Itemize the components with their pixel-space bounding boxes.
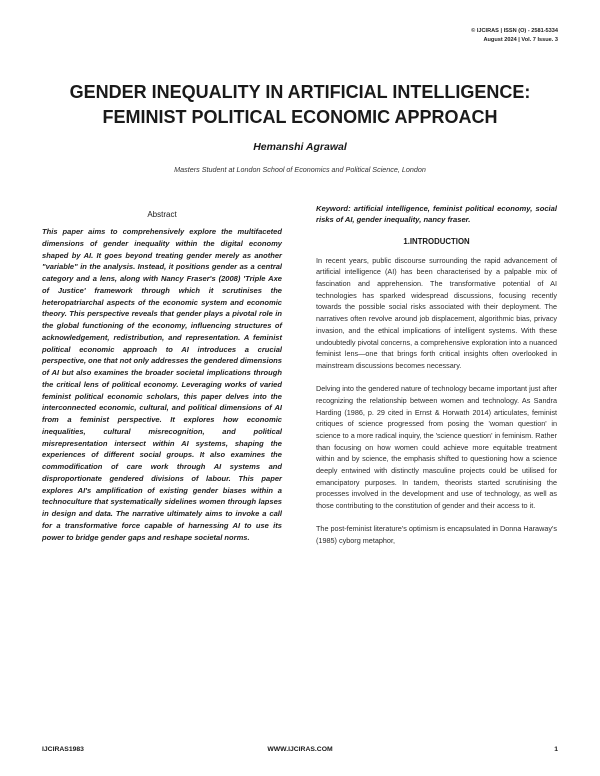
left-column xyxy=(42,210,282,543)
page-number: 1 xyxy=(554,746,558,753)
journal-issue: August 2024 | Vol. 7 Issue. 3 xyxy=(483,37,558,43)
abstract-heading: Abstract xyxy=(147,210,177,219)
abstract-text: This paper aims to comprehensively explore the multifaceted dimensions of gender inequality within the digital economy shaped by AI. It goes beyond treating gender merely as another "variable" in the analysis. Instead, it positions gender as a central category and a lens, along with Nancy Fraser's (2008) 'Triple Axe of Justice' framework through which it scrutinises the heteropatriarchal aspects of the economic system and economic theory. This perspective reveals that gender plays a pivotal role in the global functioning of the economy, influencing structures of acknowledgement, redistribution, and representation. A feminist political economic approach to AI introduces a crucial perspective, one that not only addresses the gendered dimensions of AI but also examines the broader societal implications through the critical lens of political economy. Leveraging works of varied feminist political economic scholars, this paper delves into the interconnected economic, cultural, and political dimensions of AI from a feminist perspective. It explores how economic inequalities, cultural misrecognition, and political misrepresentation intersect within AI systems, shaping the experiences of different social groups. It also examines the commodification of care work through AI systems and disproportionate gendered divisions of labour. This paper explores AI's amplification of existing gender biases within a technoculture that systematically sidelines women through lapses in design and data. The narrative ultimately aims to invoke a call for a transformative force capable of harnessing AI to use its power to bridge gender gaps and reshape societal norms. xyxy=(42,227,282,542)
intro-paragraph-1: In recent years, public discourse surrounding the rapid advancement of artificial intelligence (AI) has been characterised by a palpable mix of fascination and apprehension. The transformative potential of AI technologies has sparked widespread discussions, focusing recently towards the possible social risks associated with their deployment. The narratives often revolve around job displacement, algorithmic bias, privacy invasion, and the ethical implications of intelligent systems. With these undoubtedly pivotal concerns, a comprehensive exploration into a nuanced feminist lens—one that brings forth critical insights often overlooked in mainstream discussions becomes necessary. xyxy=(316,255,557,370)
keywords: Keyword: artificial intelligence, feminist political economy, social risks of AI, gender inequality, nancy fraser. xyxy=(316,204,557,225)
footer-website: WWW.IJCIRAS.COM xyxy=(267,746,333,753)
journal-header xyxy=(471,27,558,45)
footer-paper-id: IJCIRAS1983 xyxy=(42,746,84,753)
right-column xyxy=(316,203,557,558)
author-name: Hemanshi Agrawal xyxy=(253,141,347,153)
paper-title-line-2: FEMINIST POLITICAL ECONOMIC APPROACH xyxy=(102,107,498,127)
introduction-heading: 1.INTRODUCTION xyxy=(403,236,470,246)
paper-title-line-1: GENDER INEQUALITY IN ARTIFICIAL INTELLIGENCE: xyxy=(69,82,531,102)
paper-title xyxy=(30,80,570,130)
intro-paragraph-2: Delving into the gendered nature of technology became important just after recognizing the relationship between women and technology. As Sandra Harding (1986, p. 29 cited in Ernst & Horwath 2014) articulates, feminist critiques of science progressed from posing the 'woman question' in science to a more radical inquiry, the 'science question' in feminism. Rather than focusing on how women could achieve more equitable treatment within and by science, the emphasis shifted to questioning how a science deeply entwined with distinctly masculine projects could be utilised for emancipatory purposes. In tandem, theorists started scrutinising the processes involved in the development and use of technology, as well as those contributing to the constitution of gender and their access to it. xyxy=(316,384,557,511)
intro-paragraph-3: The post-feminist literature's optimism is encapsulated in Donna Haraway's (1985) cyborg metaphor, xyxy=(316,524,557,546)
author-affiliation: Masters Student at London School of Economics and Political Science, London xyxy=(174,165,426,174)
journal-issn: © IJCIRAS | ISSN (O) - 2581-5334 xyxy=(471,28,558,34)
